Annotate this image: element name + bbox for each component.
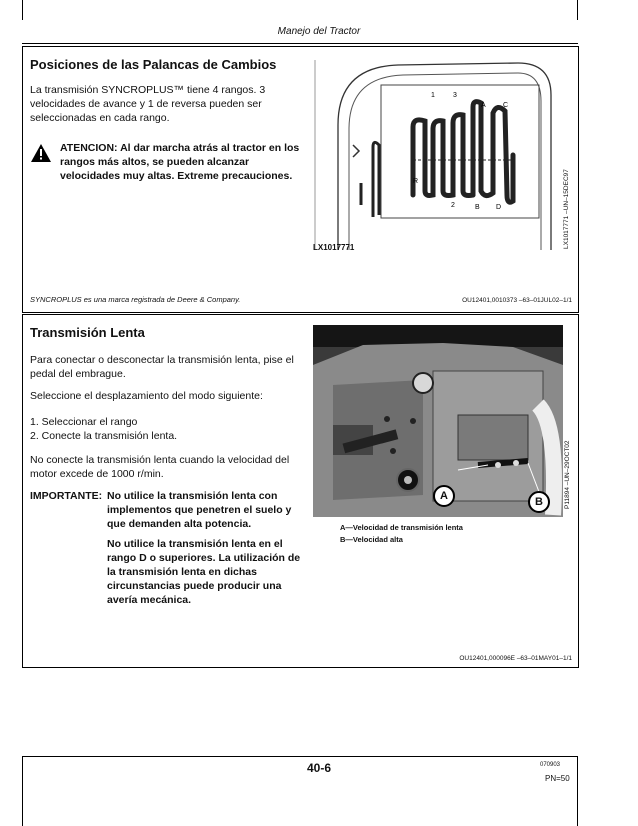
section-creeper-transmission: [22, 314, 579, 668]
warning-text: ATENCION: Al dar marcha atrás al tractor en los rangos más altos, se pueden alcanzar velocidades muy altas. Extreme precauciones.: [60, 142, 300, 182]
step-1: 1. Seleccionar el rango: [30, 416, 138, 428]
reference-code: OU12401,000096E –63–01MAY01–1/1: [459, 655, 572, 662]
paragraph-clutch: Para conectar o desconectar la transmisión lenta, pise el pedal del embrague.: [30, 354, 294, 380]
legend-a: A—Velocidad de transmisión lenta: [340, 523, 463, 532]
gear-label-a: A: [481, 102, 486, 109]
step-2: 2. Conecte la transmisión lenta.: [30, 430, 178, 442]
section-title: Posiciones de las Palancas de Cambios: [30, 57, 277, 72]
important-note-2: No utilice la transmisión lenta en el rango D o superiores. La utilización de la transmisión lenta en dichas circunstancias puede producir una avería mecánica.: [107, 538, 301, 606]
section-gear-positions: [22, 46, 579, 313]
gear-label-c: C: [503, 102, 509, 109]
date-code: 070903: [540, 762, 561, 768]
footer-divider: [22, 756, 578, 757]
trademark-footnote: SYNCROPLUS es una marca registrada de Deere & Company.: [30, 295, 241, 304]
header-left-rule: [22, 0, 23, 20]
important-label: IMPORTANTE:: [30, 490, 103, 502]
gear-label-2: 2: [451, 202, 455, 209]
paragraph-select-mode: Seleccione el desplazamiento del modo siguiente:: [30, 390, 263, 402]
running-header: Manejo del Tractor: [277, 26, 361, 37]
callout-a: A: [433, 485, 455, 507]
header-divider: [22, 43, 578, 44]
page-number: 40-6: [306, 761, 332, 775]
gear-label-r: R: [413, 178, 419, 185]
figure-side-code: LX1017771 –UN–15DEC97: [563, 169, 570, 249]
important-note-1: No utilice la transmisión lenta con implementos que penetren el suelo y que demanden alta potencia.: [107, 490, 292, 530]
reference-code: OU12401,0010373 –63–01JUL02–1/1: [462, 297, 572, 304]
callout-b: B: [528, 491, 550, 513]
gear-label-3: 3: [453, 92, 457, 99]
gear-label-d: D: [496, 204, 502, 211]
gear-label-1: 1: [431, 92, 435, 99]
figure-label: LX1017771: [313, 243, 355, 252]
gear-label-b: B: [475, 204, 480, 211]
console-photo: [313, 325, 563, 517]
shift-pattern-figure: [313, 55, 553, 260]
legend-b: B—Velocidad alta: [340, 535, 403, 544]
warning-triangle-icon: [30, 143, 52, 163]
figure-side-code: P11894 –UN–29OCT02: [564, 440, 571, 509]
section-title: Transmisión Lenta: [30, 325, 145, 340]
paragraph-rpm-limit: No conecte la transmisión lenta cuando la velocidad del motor excede de 1000 r/min.: [30, 454, 290, 480]
intro-paragraph: La transmisión SYNCROPLUS™ tiene 4 rangos. 3 velocidades de avance y 1 de reversa pueden ser seleccionadas en cada rango.: [30, 84, 266, 124]
header-right-rule: [577, 0, 578, 20]
pn-number: PN=50: [545, 774, 570, 783]
